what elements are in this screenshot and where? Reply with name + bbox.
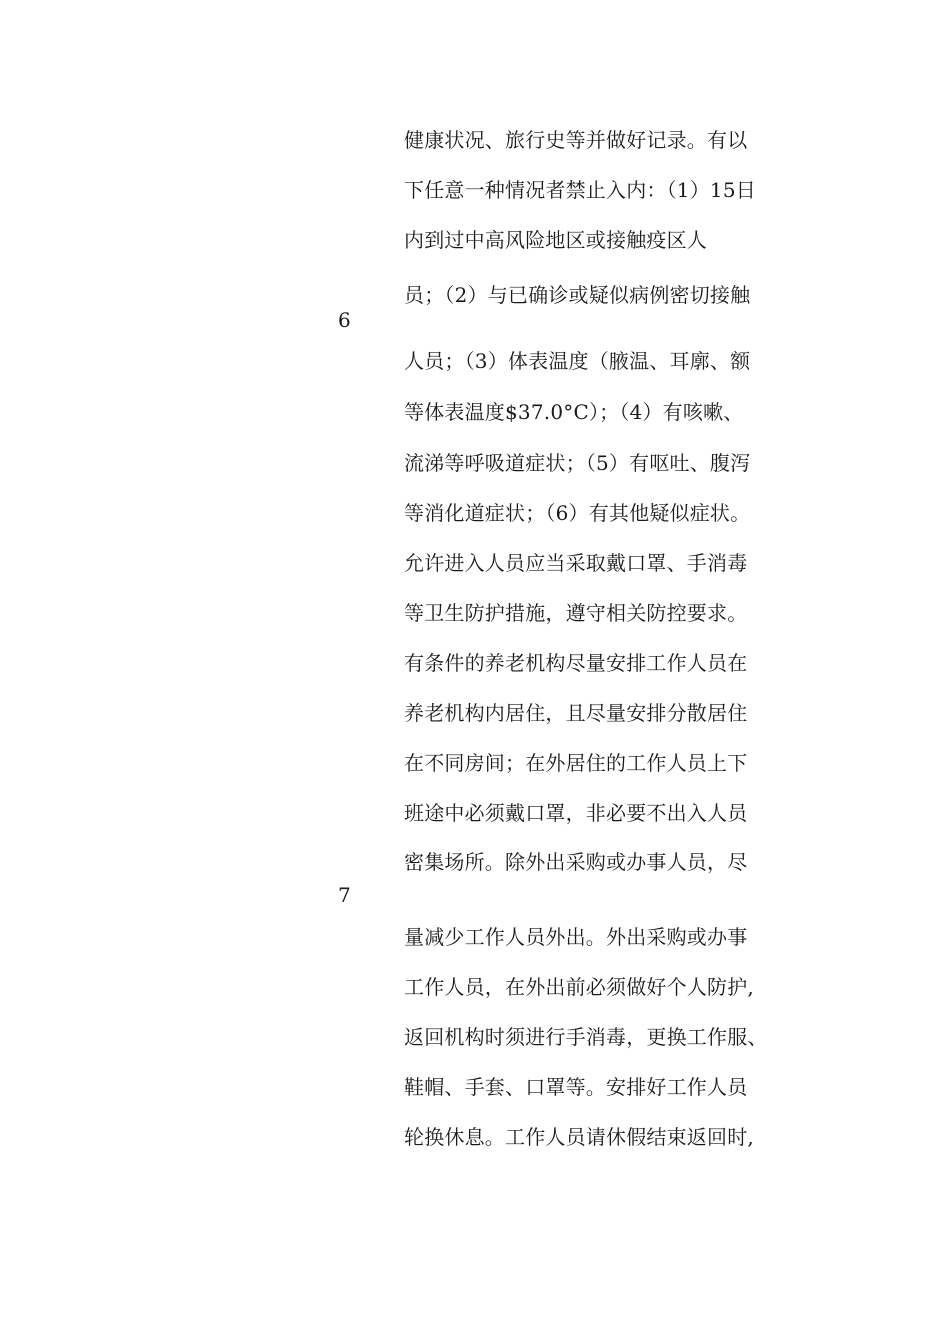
text-line: 有条件的养老机构尽量安排工作人员在 bbox=[404, 651, 748, 675]
text-line: 在不同房间；在外居住的工作人员上下 bbox=[404, 751, 748, 775]
text-line: 密集场所。除外出采购或办事人员，尽 bbox=[404, 850, 748, 874]
text-line: 等消化道症状；（6）有其他疑似症状。 bbox=[404, 501, 751, 525]
text-line: 等卫生防护措施，遵守相关防控要求。 bbox=[404, 601, 748, 625]
text-line: 允许进入人员应当采取戴口罩、手消毒 bbox=[404, 551, 748, 575]
text-line: 养老机构内居住，且尽量安排分散居住 bbox=[404, 701, 748, 725]
text-line: 员；（2）与已确诊或疑似病例密切接触 bbox=[404, 283, 751, 307]
text-line: 量减少工作人员外出。外出采购或办事 bbox=[404, 925, 748, 949]
text-line: 流涕等呼吸道症状；（5）有呕吐、腹泻 bbox=[404, 451, 751, 475]
row-number: 7 bbox=[338, 883, 351, 907]
text-line: 下任意一种情况者禁止入内：（1）15日 bbox=[404, 178, 756, 202]
text-line: 健康状况、旅行史等并做好记录。有以 bbox=[404, 128, 748, 152]
text-line: 等体表温度$37.0°C）；（4）有咳嗽、 bbox=[404, 400, 744, 424]
row-number: 6 bbox=[338, 308, 351, 332]
text-line: 人员；（3）体表温度（腋温、耳廓、额 bbox=[404, 349, 751, 373]
text-line: 返回机构时须进行手消毒，更换工作服、 bbox=[404, 1025, 768, 1049]
text-line: 轮换休息。工作人员请休假结束返回时, bbox=[404, 1125, 754, 1149]
text-line: 工作人员，在外出前必须做好个人防护, bbox=[404, 975, 754, 999]
text-line: 班途中必须戴口罩，非必要不出入人员 bbox=[404, 801, 748, 825]
text-line: 内到过中高风险地区或接触疫区人 bbox=[404, 228, 707, 252]
text-line: 鞋帽、手套、口罩等。安排好工作人员 bbox=[404, 1075, 748, 1099]
